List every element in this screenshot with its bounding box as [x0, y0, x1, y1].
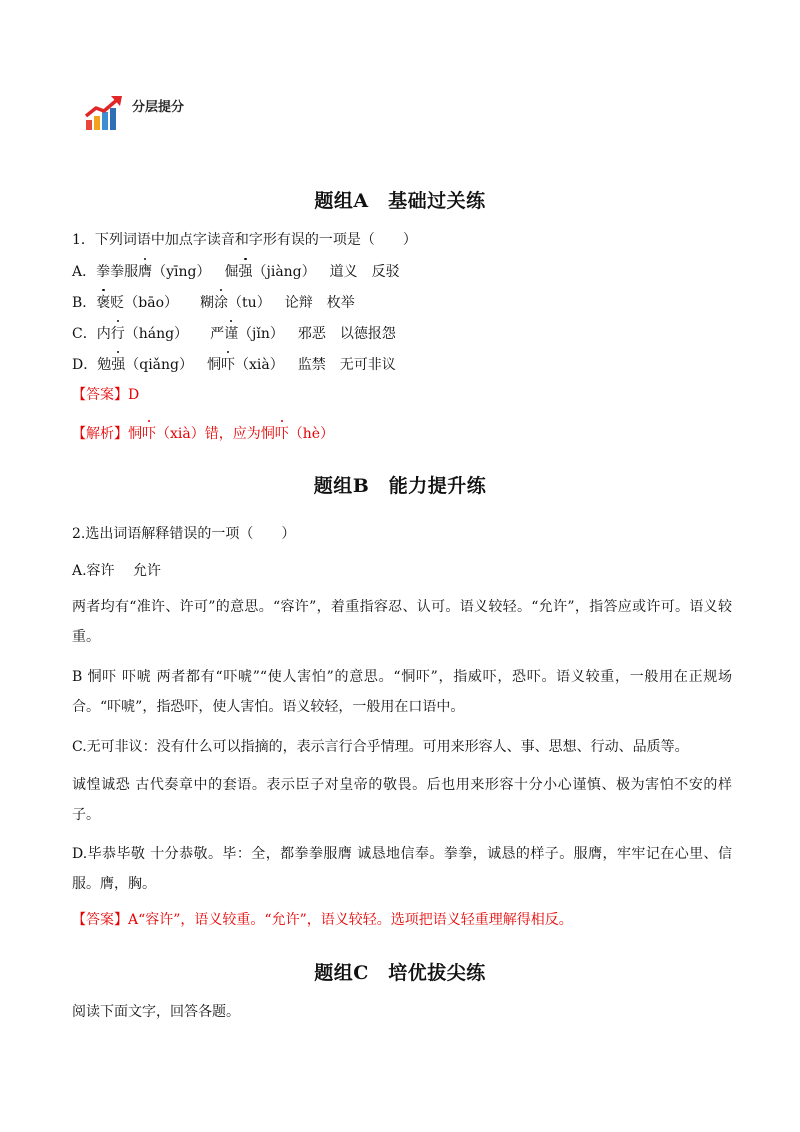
q2-option-a-text: 两者均有“准许、许可”的意思。“容许”，着重指容忍、认可。语义较轻。“允许”，指答应或许可。语义较重。 — [72, 599, 732, 645]
section-a-title: 题组A 基础过关练 — [314, 190, 486, 212]
q1-option-a: A．拳拳服膺（yīng） 倔强（jiàng） 道义 反驳 — [72, 264, 400, 280]
q1-option-d: D．勉强（qiǎng） 恫吓（xià） 监禁 无可非议 — [72, 357, 396, 373]
section-c-title: 题组C 培优拔尖练 — [314, 962, 486, 984]
section-b-title: 题组B 能力提升练 — [313, 475, 487, 497]
growth-chart-logo-icon — [84, 94, 124, 134]
q2-stem: 2.选出词语解释错误的一项（ ） — [72, 526, 296, 542]
q2-option-d-text: D.毕恭毕敬 十分恭敬。毕：全，都拳拳服膺 诚恳地信奉。拳拳，诚恳的样子。服膺，牢牢记在心里、信服。膺，胸。 — [72, 846, 732, 892]
section-c-intro: 阅读下面文字，回答各题。 — [72, 1004, 240, 1020]
q1-stem: 1．下列词语中加点字读音和字形有误的一项是（ ） — [72, 232, 417, 248]
q1-analysis: 【解析】恫吓（xià）错，应为恫吓（hè） — [72, 426, 335, 442]
q2-option-c-text-2: 诚惶诚恐 古代奏章中的套语。表示臣子对皇帝的敬畏。后也用来形容十分小心谨慎、极为害怕不安的样子。 — [72, 777, 732, 823]
q1-option-c: C．内行（háng） 严谨（jǐn） 邪恶 以德报怨 — [72, 326, 396, 342]
logo-text: 分层提分 — [132, 100, 185, 115]
q1-answer: 【答案】D — [72, 387, 140, 403]
q2-answer: 【答案】A“容许”，语义较重。“允许”，语义较轻。选项把语义轻重理解得相反。 — [72, 912, 573, 928]
q1-option-b: B．褒贬（bāo） 糊涂（tu） 论辩 枚举 — [72, 295, 355, 311]
q2-option-b-text: B 恫吓 吓唬 两者都有“吓唬”“使人害怕”的意思。“恫吓”，指威吓，恐吓。语义较重，一般用在正规场合。“吓唬”，指恐吓，使人害怕。语义较轻，一般用在口语中。 — [72, 669, 732, 715]
q2-option-c-text: C.无可非议：没有什么可以指摘的，表示言行合乎情理。可用来形容人、事、思想、行动、品质等。 — [72, 739, 689, 755]
q2-option-a-title: A.容许 允许 — [72, 563, 162, 579]
